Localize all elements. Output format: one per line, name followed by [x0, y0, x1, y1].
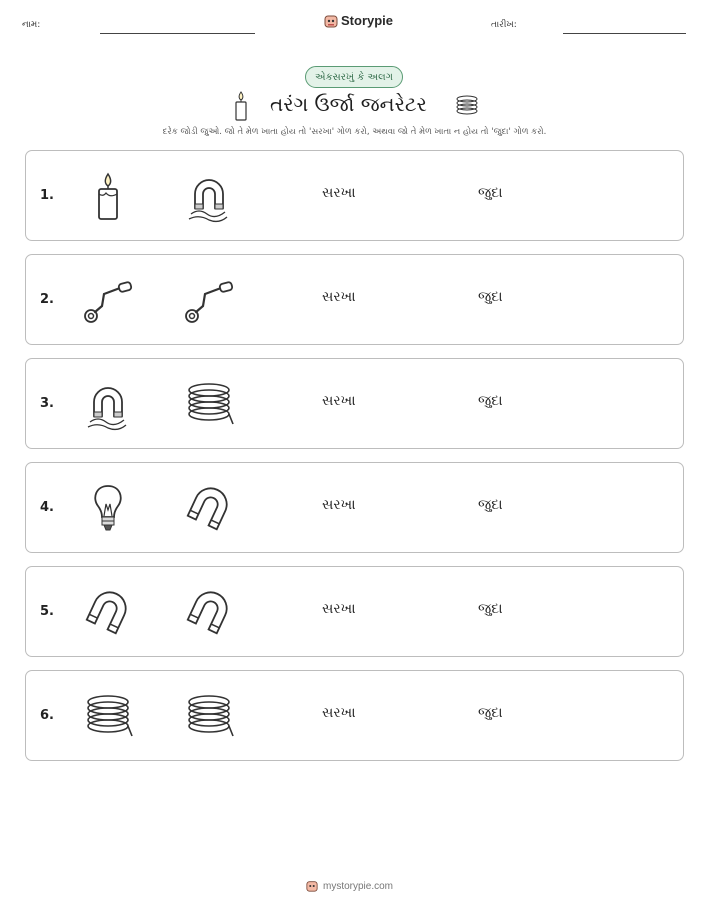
different-option[interactable]: જુદા [478, 497, 503, 513]
wave-generator-icon [181, 168, 237, 224]
name-label: નામ: [22, 20, 41, 30]
magnet-icon [181, 584, 237, 640]
candle-icon [232, 90, 250, 122]
question-row [25, 358, 684, 449]
storypie-mascot-icon [306, 880, 318, 892]
brand-logo [324, 13, 393, 28]
footer-url[interactable]: mystorypie.com [323, 880, 394, 892]
brand-name: Storypie [341, 13, 394, 28]
question-row [25, 254, 684, 345]
same-option[interactable]: સરખા [322, 705, 356, 721]
same-option[interactable]: સરખા [322, 497, 356, 513]
date-label: તારીખ: [491, 20, 517, 30]
different-option[interactable]: જુદા [478, 601, 503, 617]
question-number: 5. [40, 604, 54, 619]
same-option[interactable]: સરખા [322, 289, 356, 305]
coil-icon [454, 94, 480, 118]
question-row [25, 566, 684, 657]
same-option[interactable]: સરખા [322, 185, 356, 201]
different-option[interactable]: જુદા [478, 705, 503, 721]
name-line[interactable] [100, 33, 255, 34]
wave-generator-icon [80, 376, 136, 432]
footer [306, 880, 393, 892]
crank-icon [181, 272, 237, 328]
page-title: તરંગ ઉર્જા જનરેટર [270, 92, 427, 116]
question-row [25, 670, 684, 761]
question-number: 2. [40, 292, 54, 307]
question-number: 4. [40, 500, 54, 515]
question-number: 6. [40, 708, 54, 723]
magnet-icon [80, 584, 136, 640]
different-option[interactable]: જુદા [478, 289, 503, 305]
different-option[interactable]: જુદા [478, 393, 503, 409]
crank-icon [80, 272, 136, 328]
date-line[interactable] [563, 33, 686, 34]
candle-icon [80, 168, 136, 224]
storypie-mascot-icon [324, 14, 338, 28]
coil-icon [181, 376, 237, 432]
worksheet-type-badge: એકસરખું કે અલગ [305, 66, 403, 88]
same-option[interactable]: સરખા [322, 601, 356, 617]
question-row [25, 462, 684, 553]
question-number: 3. [40, 396, 54, 411]
different-option[interactable]: જુદા [478, 185, 503, 201]
coil-icon [181, 688, 237, 744]
question-row [25, 150, 684, 241]
instructions: દરેક જોડી જુઓ. જો તે મેળ ખાતા હોય તો 'સરખા' ગોળ કરો, અથવા જો તે મેળ ખાતા ન હોય તો 'જુદા' ગોળ કરો. [162, 127, 547, 137]
coil-icon [80, 688, 136, 744]
same-option[interactable]: સરખા [322, 393, 356, 409]
magnet-icon [181, 480, 237, 536]
light-bulb-icon [80, 480, 136, 536]
question-number: 1. [40, 188, 54, 203]
